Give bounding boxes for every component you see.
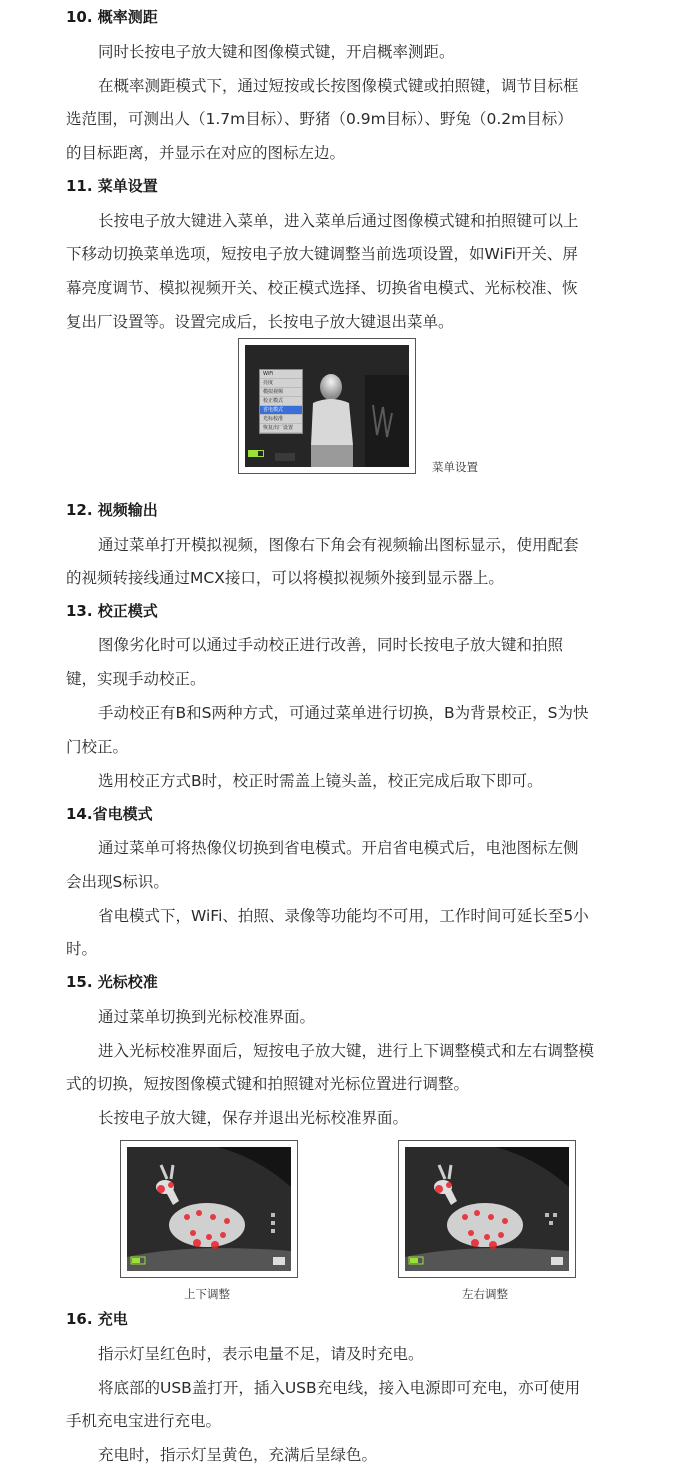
menu-overlay-item: 校正模式 xyxy=(260,397,302,406)
figure-caption: 左右调整 xyxy=(462,1287,508,1301)
menu-overlay-item: WiFi xyxy=(260,370,302,379)
vertical-adjust-figure xyxy=(120,1140,298,1278)
thermal-screen xyxy=(405,1147,569,1271)
section-16-heading: 16. 充电 xyxy=(66,1310,128,1328)
section-10-text: 的目标距离，并显示在对应的图标左边。 xyxy=(66,144,346,162)
section-11-text: 长按电子放大键进入菜单，进入菜单后通过图像模式键和拍照键可以上 xyxy=(98,212,579,230)
menu-overlay-item: 模拟视频 xyxy=(260,388,302,397)
section-16-text: 将底部的USB盖打开，插入USB充电线，接入电源即可充电，亦可使用 xyxy=(98,1379,581,1397)
section-10-text: 选范围，可测出人（1.7m目标）、野猪（0.9m目标）、野兔（0.2m目标） xyxy=(66,110,573,128)
section-10-text: 同时长按电子放大键和图像模式键，开启概率测距。 xyxy=(98,43,455,61)
section-15-text: 式的切换，短按图像模式键和拍照键对光标位置进行调整。 xyxy=(66,1075,470,1093)
section-15-text: 通过菜单切换到光标校准界面。 xyxy=(98,1008,316,1026)
section-16-text: 手机充电宝进行充电。 xyxy=(66,1412,222,1430)
section-13-heading: 13. 校正模式 xyxy=(66,602,158,620)
section-14-text: 省电模式下，WiFi、拍照、录像等功能均不可用，工作时间可延长至5小 xyxy=(98,907,589,925)
section-12-heading: 12. 视频输出 xyxy=(66,501,158,519)
section-14-text: 时。 xyxy=(66,940,98,958)
menu-overlay-item: 省电模式 xyxy=(260,406,302,415)
section-15-text: 长按电子放大键，保存并退出光标校准界面。 xyxy=(98,1109,409,1127)
section-14-heading: 14.省电模式 xyxy=(66,805,153,823)
section-11-heading: 11. 菜单设置 xyxy=(66,177,158,195)
section-14-text: 会出现S标识。 xyxy=(66,873,169,891)
section-11-text: 复出厂设置等。设置完成后，长按电子放大键退出菜单。 xyxy=(66,313,454,331)
menu-overlay-item: 光标校准 xyxy=(260,415,302,424)
horizontal-adjust-figure xyxy=(398,1140,576,1278)
thermal-deer-image xyxy=(127,1147,291,1271)
section-13-text: 键，实现手动校正。 xyxy=(66,670,206,688)
section-12-text: 的视频转接线通过MCX接口，可以将模拟视频外接到显示器上。 xyxy=(66,569,504,587)
section-11-text: 幕亮度调节、模拟视频开关、校正模式选择、切换省电模式、光标校准、恢 xyxy=(66,279,578,297)
section-15-text: 进入光标校准界面后，短按电子放大键，进行上下调整模式和左右调整模 xyxy=(98,1042,595,1060)
section-10-heading: 10. 概率测距 xyxy=(66,8,158,26)
battery-icon xyxy=(248,450,264,457)
section-16-text: 指示灯呈红色时，表示电量不足，请及时充电。 xyxy=(98,1345,424,1363)
menu-settings-figure xyxy=(238,338,416,474)
figure-caption: 上下调整 xyxy=(184,1287,230,1301)
thermal-screen xyxy=(245,345,409,467)
menu-overlay-item: 恢复出厂设置 xyxy=(260,424,302,433)
section-13-text: 图像劣化时可以通过手动校正进行改善，同时长按电子放大键和拍照 xyxy=(98,636,564,654)
menu-overlay xyxy=(259,369,303,434)
section-16-text: 充电时，指示灯呈黄色，充满后呈绿色。 xyxy=(98,1446,378,1464)
section-14-text: 通过菜单可将热像仪切换到省电模式。开启省电模式后，电池图标左侧 xyxy=(98,839,579,857)
figure-caption: 菜单设置 xyxy=(432,460,478,474)
section-11-text: 下移动切换菜单选项，短按电子放大键调整当前选项设置，如WiFi开关、屏 xyxy=(66,245,578,263)
menu-overlay-item: 亮度 xyxy=(260,379,302,388)
thermal-screen xyxy=(127,1147,291,1271)
section-12-text: 通过菜单打开模拟视频，图像右下角会有视频输出图标显示，使用配套 xyxy=(98,536,579,554)
section-10-text: 在概率测距模式下，通过短按或长按图像模式键或拍照键，调节目标框 xyxy=(98,77,579,95)
section-13-text: 门校正。 xyxy=(66,738,129,756)
section-13-text: 手动校正有B和S两种方式，可通过菜单进行切换，B为背景校正，S为快 xyxy=(98,704,589,722)
section-13-text: 选用校正方式B时，校正时需盖上镜头盖，校正完成后取下即可。 xyxy=(98,772,543,790)
thermal-deer-image xyxy=(405,1147,569,1271)
section-15-heading: 15. 光标校准 xyxy=(66,973,158,991)
